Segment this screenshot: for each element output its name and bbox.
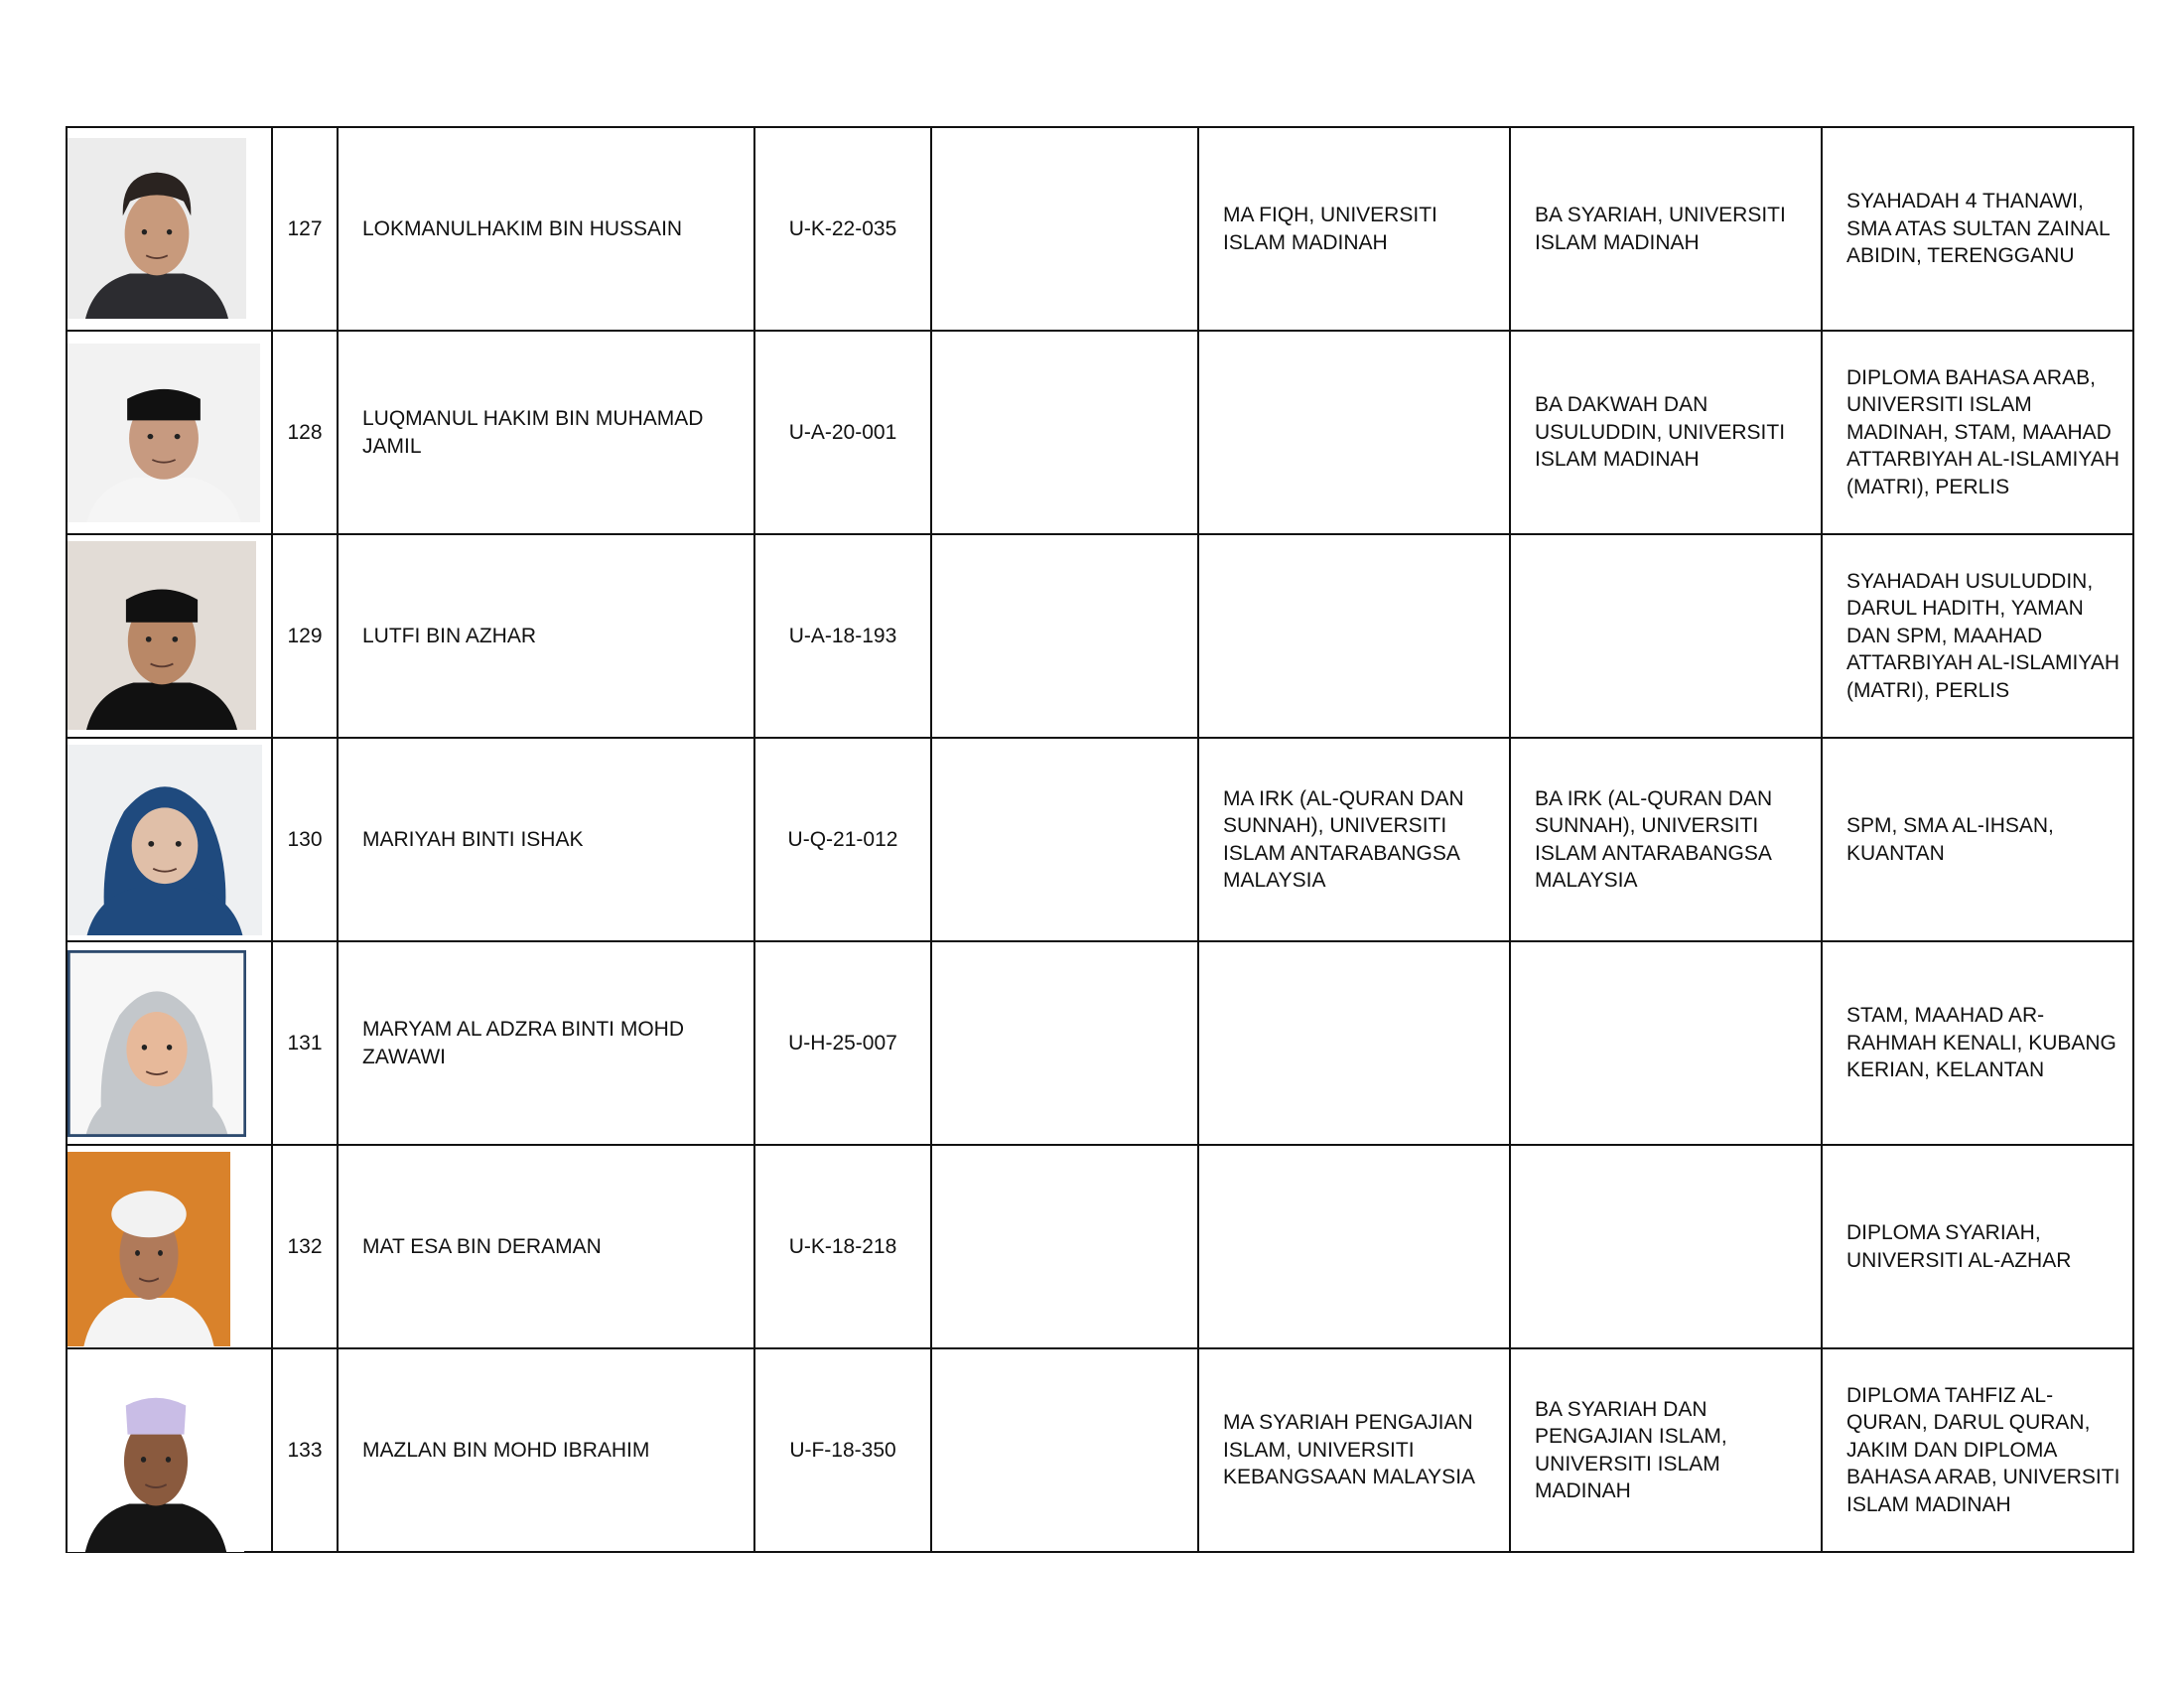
empty-cell <box>931 331 1198 534</box>
portrait-photo <box>68 950 246 1137</box>
row-number: 129 <box>272 534 338 738</box>
row-number: 131 <box>272 941 338 1145</box>
table-row <box>67 738 2133 941</box>
table-row <box>67 1348 2133 1552</box>
school-qualification: SPM, SMA AL-IHSAN, KUANTAN <box>1822 738 2133 941</box>
empty-cell <box>931 127 1198 331</box>
degree-qualification: BA IRK (AL-QURAN DAN SUNNAH), UNIVERSITI ISLAM ANTARABANGSA MALAYSIA <box>1510 738 1822 941</box>
table-row <box>67 941 2133 1145</box>
person-portrait-icon <box>68 950 246 1137</box>
photo-cell <box>67 534 272 738</box>
person-name: LUTFI BIN AZHAR <box>338 534 754 738</box>
photo-cell <box>67 1348 272 1552</box>
table-row <box>67 534 2133 738</box>
portrait-photo <box>68 344 260 522</box>
person-portrait-icon <box>68 1359 244 1552</box>
empty-cell <box>931 941 1198 1145</box>
person-id: U-F-18-350 <box>754 1348 931 1552</box>
row-number: 130 <box>272 738 338 941</box>
degree-qualification: BA SYARIAH, UNIVERSITI ISLAM MADINAH <box>1510 127 1822 331</box>
masters-qualification: MA IRK (AL-QURAN DAN SUNNAH), UNIVERSITI ISLAM ANTARABANGSA MALAYSIA <box>1198 738 1510 941</box>
degree-qualification <box>1510 534 1822 738</box>
photo-cell <box>67 1145 272 1348</box>
photo-cell <box>67 127 272 331</box>
person-portrait-icon <box>68 344 260 522</box>
person-name: MAT ESA BIN DERAMAN <box>338 1145 754 1348</box>
empty-cell <box>931 1348 1198 1552</box>
person-portrait-icon <box>68 541 256 730</box>
table-row <box>67 331 2133 534</box>
person-id: U-Q-21-012 <box>754 738 931 941</box>
school-qualification: SYAHADAH 4 THANAWI, SMA ATAS SULTAN ZAINAL ABIDIN, TERENGGANU <box>1822 127 2133 331</box>
photo-cell <box>67 738 272 941</box>
portrait-photo <box>68 745 262 935</box>
empty-cell <box>931 534 1198 738</box>
portrait-photo <box>68 541 256 730</box>
empty-cell <box>931 738 1198 941</box>
masters-qualification <box>1198 534 1510 738</box>
degree-qualification: BA SYARIAH DAN PENGAJIAN ISLAM, UNIVERSITI ISLAM MADINAH <box>1510 1348 1822 1552</box>
masters-qualification <box>1198 331 1510 534</box>
person-name: MARYAM AL ADZRA BINTI MOHD ZAWAWI <box>338 941 754 1145</box>
person-name: MARIYAH BINTI ISHAK <box>338 738 754 941</box>
school-qualification: SYAHADAH USULUDDIN, DARUL HADITH, YAMAN DAN SPM, MAAHAD ATTARBIYAH AL-ISLAMIYAH (MATRI), PERLIS <box>1822 534 2133 738</box>
masters-qualification: MA SYARIAH PENGAJIAN ISLAM, UNIVERSITI KEBANGSAAN MALAYSIA <box>1198 1348 1510 1552</box>
person-portrait-icon <box>68 1152 230 1346</box>
degree-qualification <box>1510 941 1822 1145</box>
masters-qualification <box>1198 1145 1510 1348</box>
row-number: 128 <box>272 331 338 534</box>
portrait-photo <box>68 1152 230 1346</box>
staff-table <box>66 126 2134 1553</box>
row-number: 133 <box>272 1348 338 1552</box>
person-id: U-H-25-007 <box>754 941 931 1145</box>
school-qualification: STAM, MAAHAD AR-RAHMAH KENALI, KUBANG KERIAN, KELANTAN <box>1822 941 2133 1145</box>
photo-cell <box>67 331 272 534</box>
person-id: U-A-20-001 <box>754 331 931 534</box>
row-number: 132 <box>272 1145 338 1348</box>
person-id: U-K-18-218 <box>754 1145 931 1348</box>
portrait-photo <box>68 138 246 319</box>
empty-cell <box>931 1145 1198 1348</box>
school-qualification: DIPLOMA TAHFIZ AL-QURAN, DARUL QURAN, JAKIM DAN DIPLOMA BAHASA ARAB, UNIVERSITI ISLAM MADINAH <box>1822 1348 2133 1552</box>
degree-qualification: BA DAKWAH DAN USULUDDIN, UNIVERSITI ISLAM MADINAH <box>1510 331 1822 534</box>
person-portrait-icon <box>68 138 246 319</box>
school-qualification: DIPLOMA BAHASA ARAB, UNIVERSITI ISLAM MADINAH, STAM, MAAHAD ATTARBIYAH AL-ISLAMIYAH (MATRI), PERLIS <box>1822 331 2133 534</box>
table-row <box>67 127 2133 331</box>
masters-qualification <box>1198 941 1510 1145</box>
masters-qualification: MA FIQH, UNIVERSITI ISLAM MADINAH <box>1198 127 1510 331</box>
portrait-photo <box>68 1359 244 1552</box>
school-qualification: DIPLOMA SYARIAH, UNIVERSITI AL-AZHAR <box>1822 1145 2133 1348</box>
person-portrait-icon <box>68 745 262 935</box>
table-row <box>67 1145 2133 1348</box>
row-number: 127 <box>272 127 338 331</box>
degree-qualification <box>1510 1145 1822 1348</box>
person-id: U-A-18-193 <box>754 534 931 738</box>
photo-cell <box>67 941 272 1145</box>
person-name: LUQMANUL HAKIM BIN MUHAMAD JAMIL <box>338 331 754 534</box>
person-id: U-K-22-035 <box>754 127 931 331</box>
person-name: MAZLAN BIN MOHD IBRAHIM <box>338 1348 754 1552</box>
person-name: LOKMANULHAKIM BIN HUSSAIN <box>338 127 754 331</box>
